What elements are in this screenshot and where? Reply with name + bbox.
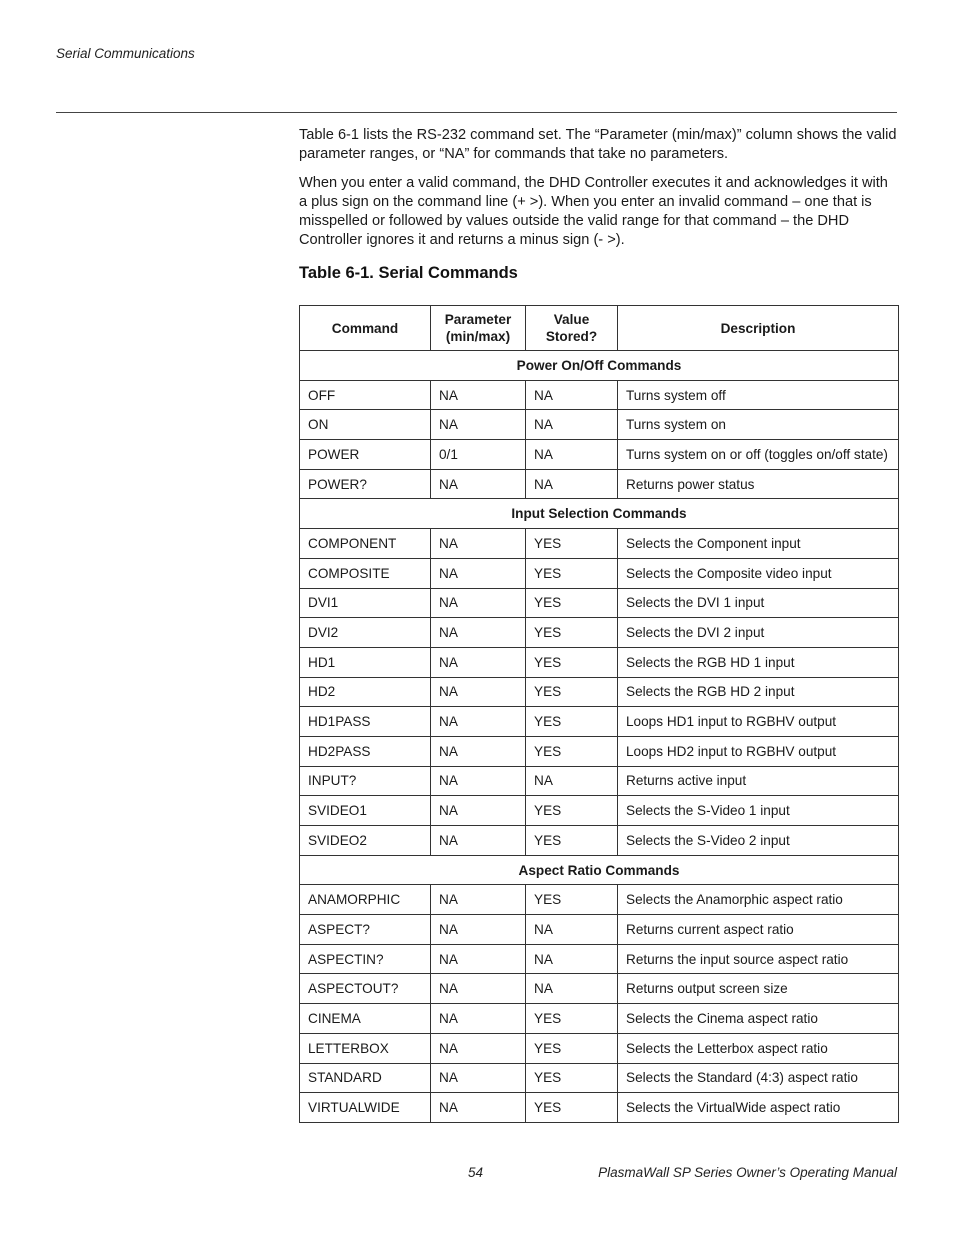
value-stored-cell: NA xyxy=(526,440,618,470)
table-row xyxy=(300,826,899,856)
table-row xyxy=(300,558,899,588)
parameter-cell: NA xyxy=(431,766,526,796)
command-cell: HD1 xyxy=(300,647,431,677)
table-row xyxy=(300,529,899,559)
description-cell: Turns system off xyxy=(618,380,899,410)
parameter-cell: NA xyxy=(431,826,526,856)
command-cell: ASPECTIN? xyxy=(300,944,431,974)
value-stored-cell: YES xyxy=(526,558,618,588)
description-cell: Selects the RGB HD 2 input xyxy=(618,677,899,707)
description-cell: Selects the RGB HD 1 input xyxy=(618,647,899,677)
value-stored-cell: YES xyxy=(526,885,618,915)
command-cell: POWER xyxy=(300,440,431,470)
description-cell: Selects the S-Video 1 input xyxy=(618,796,899,826)
parameter-cell: NA xyxy=(431,796,526,826)
table-row xyxy=(300,944,899,974)
command-cell: HD2PASS xyxy=(300,736,431,766)
command-cell: POWER? xyxy=(300,469,431,499)
table-row xyxy=(300,1093,899,1123)
value-stored-cell: NA xyxy=(526,380,618,410)
table-row xyxy=(300,440,899,470)
parameter-cell: NA xyxy=(431,529,526,559)
value-stored-cell: YES xyxy=(526,796,618,826)
section-row xyxy=(300,855,899,885)
description-cell: Selects the VirtualWide aspect ratio xyxy=(618,1093,899,1123)
table-row xyxy=(300,1033,899,1063)
command-cell: VIRTUALWIDE xyxy=(300,1093,431,1123)
value-stored-cell: YES xyxy=(526,736,618,766)
description-cell: Selects the S-Video 2 input xyxy=(618,826,899,856)
value-stored-cell: YES xyxy=(526,707,618,737)
page-number: 54 xyxy=(468,1165,484,1180)
value-stored-cell: YES xyxy=(526,1063,618,1093)
header-rule xyxy=(56,112,897,113)
value-stored-cell: NA xyxy=(526,469,618,499)
parameter-cell: NA xyxy=(431,736,526,766)
parameter-cell: NA xyxy=(431,647,526,677)
parameter-cell: NA xyxy=(431,1004,526,1034)
table-body xyxy=(300,351,899,1123)
table-row xyxy=(300,1004,899,1034)
table-row xyxy=(300,736,899,766)
header-description: Description xyxy=(618,306,899,351)
parameter-cell: NA xyxy=(431,380,526,410)
parameter-cell: NA xyxy=(431,944,526,974)
table-row xyxy=(300,588,899,618)
section-heading: Aspect Ratio Commands xyxy=(300,855,899,885)
parameter-cell: NA xyxy=(431,885,526,915)
value-stored-cell: NA xyxy=(526,766,618,796)
table-title: Table 6-1. Serial Commands xyxy=(299,264,518,282)
header-parameter: Parameter (min/max) xyxy=(431,306,526,351)
table-row xyxy=(300,677,899,707)
parameter-cell: NA xyxy=(431,469,526,499)
description-cell: Selects the Composite video input xyxy=(618,558,899,588)
serial-commands-table xyxy=(299,305,899,1123)
table-row xyxy=(300,885,899,915)
command-cell: CINEMA xyxy=(300,1004,431,1034)
description-cell: Returns current aspect ratio xyxy=(618,915,899,945)
header-command: Command xyxy=(300,306,431,351)
value-stored-cell: YES xyxy=(526,588,618,618)
command-cell: DVI2 xyxy=(300,618,431,648)
parameter-cell: NA xyxy=(431,588,526,618)
table-row xyxy=(300,618,899,648)
description-cell: Returns active input xyxy=(618,766,899,796)
description-cell: Turns system on xyxy=(618,410,899,440)
description-cell: Selects the Standard (4:3) aspect ratio xyxy=(618,1063,899,1093)
table-row xyxy=(300,469,899,499)
description-cell: Selects the DVI 2 input xyxy=(618,618,899,648)
value-stored-cell: YES xyxy=(526,1093,618,1123)
parameter-cell: 0/1 xyxy=(431,440,526,470)
command-cell: ASPECTOUT? xyxy=(300,974,431,1004)
value-stored-cell: YES xyxy=(526,826,618,856)
description-cell: Selects the Letterbox aspect ratio xyxy=(618,1033,899,1063)
description-cell: Returns output screen size xyxy=(618,974,899,1004)
parameter-cell: NA xyxy=(431,1063,526,1093)
parameter-cell: NA xyxy=(431,618,526,648)
value-stored-cell: YES xyxy=(526,618,618,648)
parameter-cell: NA xyxy=(431,558,526,588)
command-cell: SVIDEO2 xyxy=(300,826,431,856)
running-head: Serial Communications xyxy=(56,46,195,61)
command-cell: HD1PASS xyxy=(300,707,431,737)
table-header-row xyxy=(300,306,899,351)
description-cell: Returns the input source aspect ratio xyxy=(618,944,899,974)
description-cell: Loops HD1 input to RGBHV output xyxy=(618,707,899,737)
header-value-stored: Value Stored? xyxy=(526,306,618,351)
table-row xyxy=(300,796,899,826)
value-stored-cell: YES xyxy=(526,647,618,677)
value-stored-cell: YES xyxy=(526,1033,618,1063)
value-stored-cell: YES xyxy=(526,529,618,559)
table-row xyxy=(300,410,899,440)
command-cell: HD2 xyxy=(300,677,431,707)
command-cell: STANDARD xyxy=(300,1063,431,1093)
value-stored-cell: NA xyxy=(526,410,618,440)
parameter-cell: NA xyxy=(431,677,526,707)
parameter-cell: NA xyxy=(431,1033,526,1063)
command-cell: LETTERBOX xyxy=(300,1033,431,1063)
parameter-cell: NA xyxy=(431,410,526,440)
section-row xyxy=(300,351,899,381)
description-cell: Selects the Component input xyxy=(618,529,899,559)
parameter-cell: NA xyxy=(431,974,526,1004)
command-cell: INPUT? xyxy=(300,766,431,796)
intro-paragraph: Table 6-1 lists the RS-232 command set. The “Parameter (min/max)” column shows the valid parameter ranges, or “NA” for commands that take no parameters. xyxy=(299,127,897,162)
table-row xyxy=(300,707,899,737)
table-row xyxy=(300,380,899,410)
command-cell: ASPECT? xyxy=(300,915,431,945)
description-cell: Returns power status xyxy=(618,469,899,499)
parameter-cell: NA xyxy=(431,915,526,945)
section-heading: Power On/Off Commands xyxy=(300,351,899,381)
parameter-cell: NA xyxy=(431,1093,526,1123)
command-cell: ON xyxy=(300,410,431,440)
value-stored-cell: NA xyxy=(526,944,618,974)
parameter-cell: NA xyxy=(431,707,526,737)
value-stored-cell: NA xyxy=(526,915,618,945)
description-cell: Turns system on or off (toggles on/off state) xyxy=(618,440,899,470)
value-stored-cell: YES xyxy=(526,677,618,707)
command-cell: ANAMORPHIC xyxy=(300,885,431,915)
section-heading: Input Selection Commands xyxy=(300,499,899,529)
command-cell: COMPOSITE xyxy=(300,558,431,588)
section-row xyxy=(300,499,899,529)
table-row xyxy=(300,766,899,796)
table-row xyxy=(300,974,899,1004)
command-cell: OFF xyxy=(300,380,431,410)
command-cell: DVI1 xyxy=(300,588,431,618)
command-cell: COMPONENT xyxy=(300,529,431,559)
value-stored-cell: NA xyxy=(526,974,618,1004)
command-behavior-paragraph: When you enter a valid command, the DHD Controller executes it and acknowledges it with a plus sign on the command line (+ >). When you enter an invalid command – one that is misspelled or followed by values outside the valid range for that command – the DHD Controller ignores it and returns a minus sign (- >). xyxy=(299,175,888,248)
description-cell: Selects the Anamorphic aspect ratio xyxy=(618,885,899,915)
table-row xyxy=(300,647,899,677)
manual-title: PlasmaWall SP Series Owner’s Operating Manual xyxy=(598,1165,897,1180)
description-cell: Loops HD2 input to RGBHV output xyxy=(618,736,899,766)
command-cell: SVIDEO1 xyxy=(300,796,431,826)
description-cell: Selects the Cinema aspect ratio xyxy=(618,1004,899,1034)
table-row xyxy=(300,1063,899,1093)
table-row xyxy=(300,915,899,945)
description-cell: Selects the DVI 1 input xyxy=(618,588,899,618)
value-stored-cell: YES xyxy=(526,1004,618,1034)
